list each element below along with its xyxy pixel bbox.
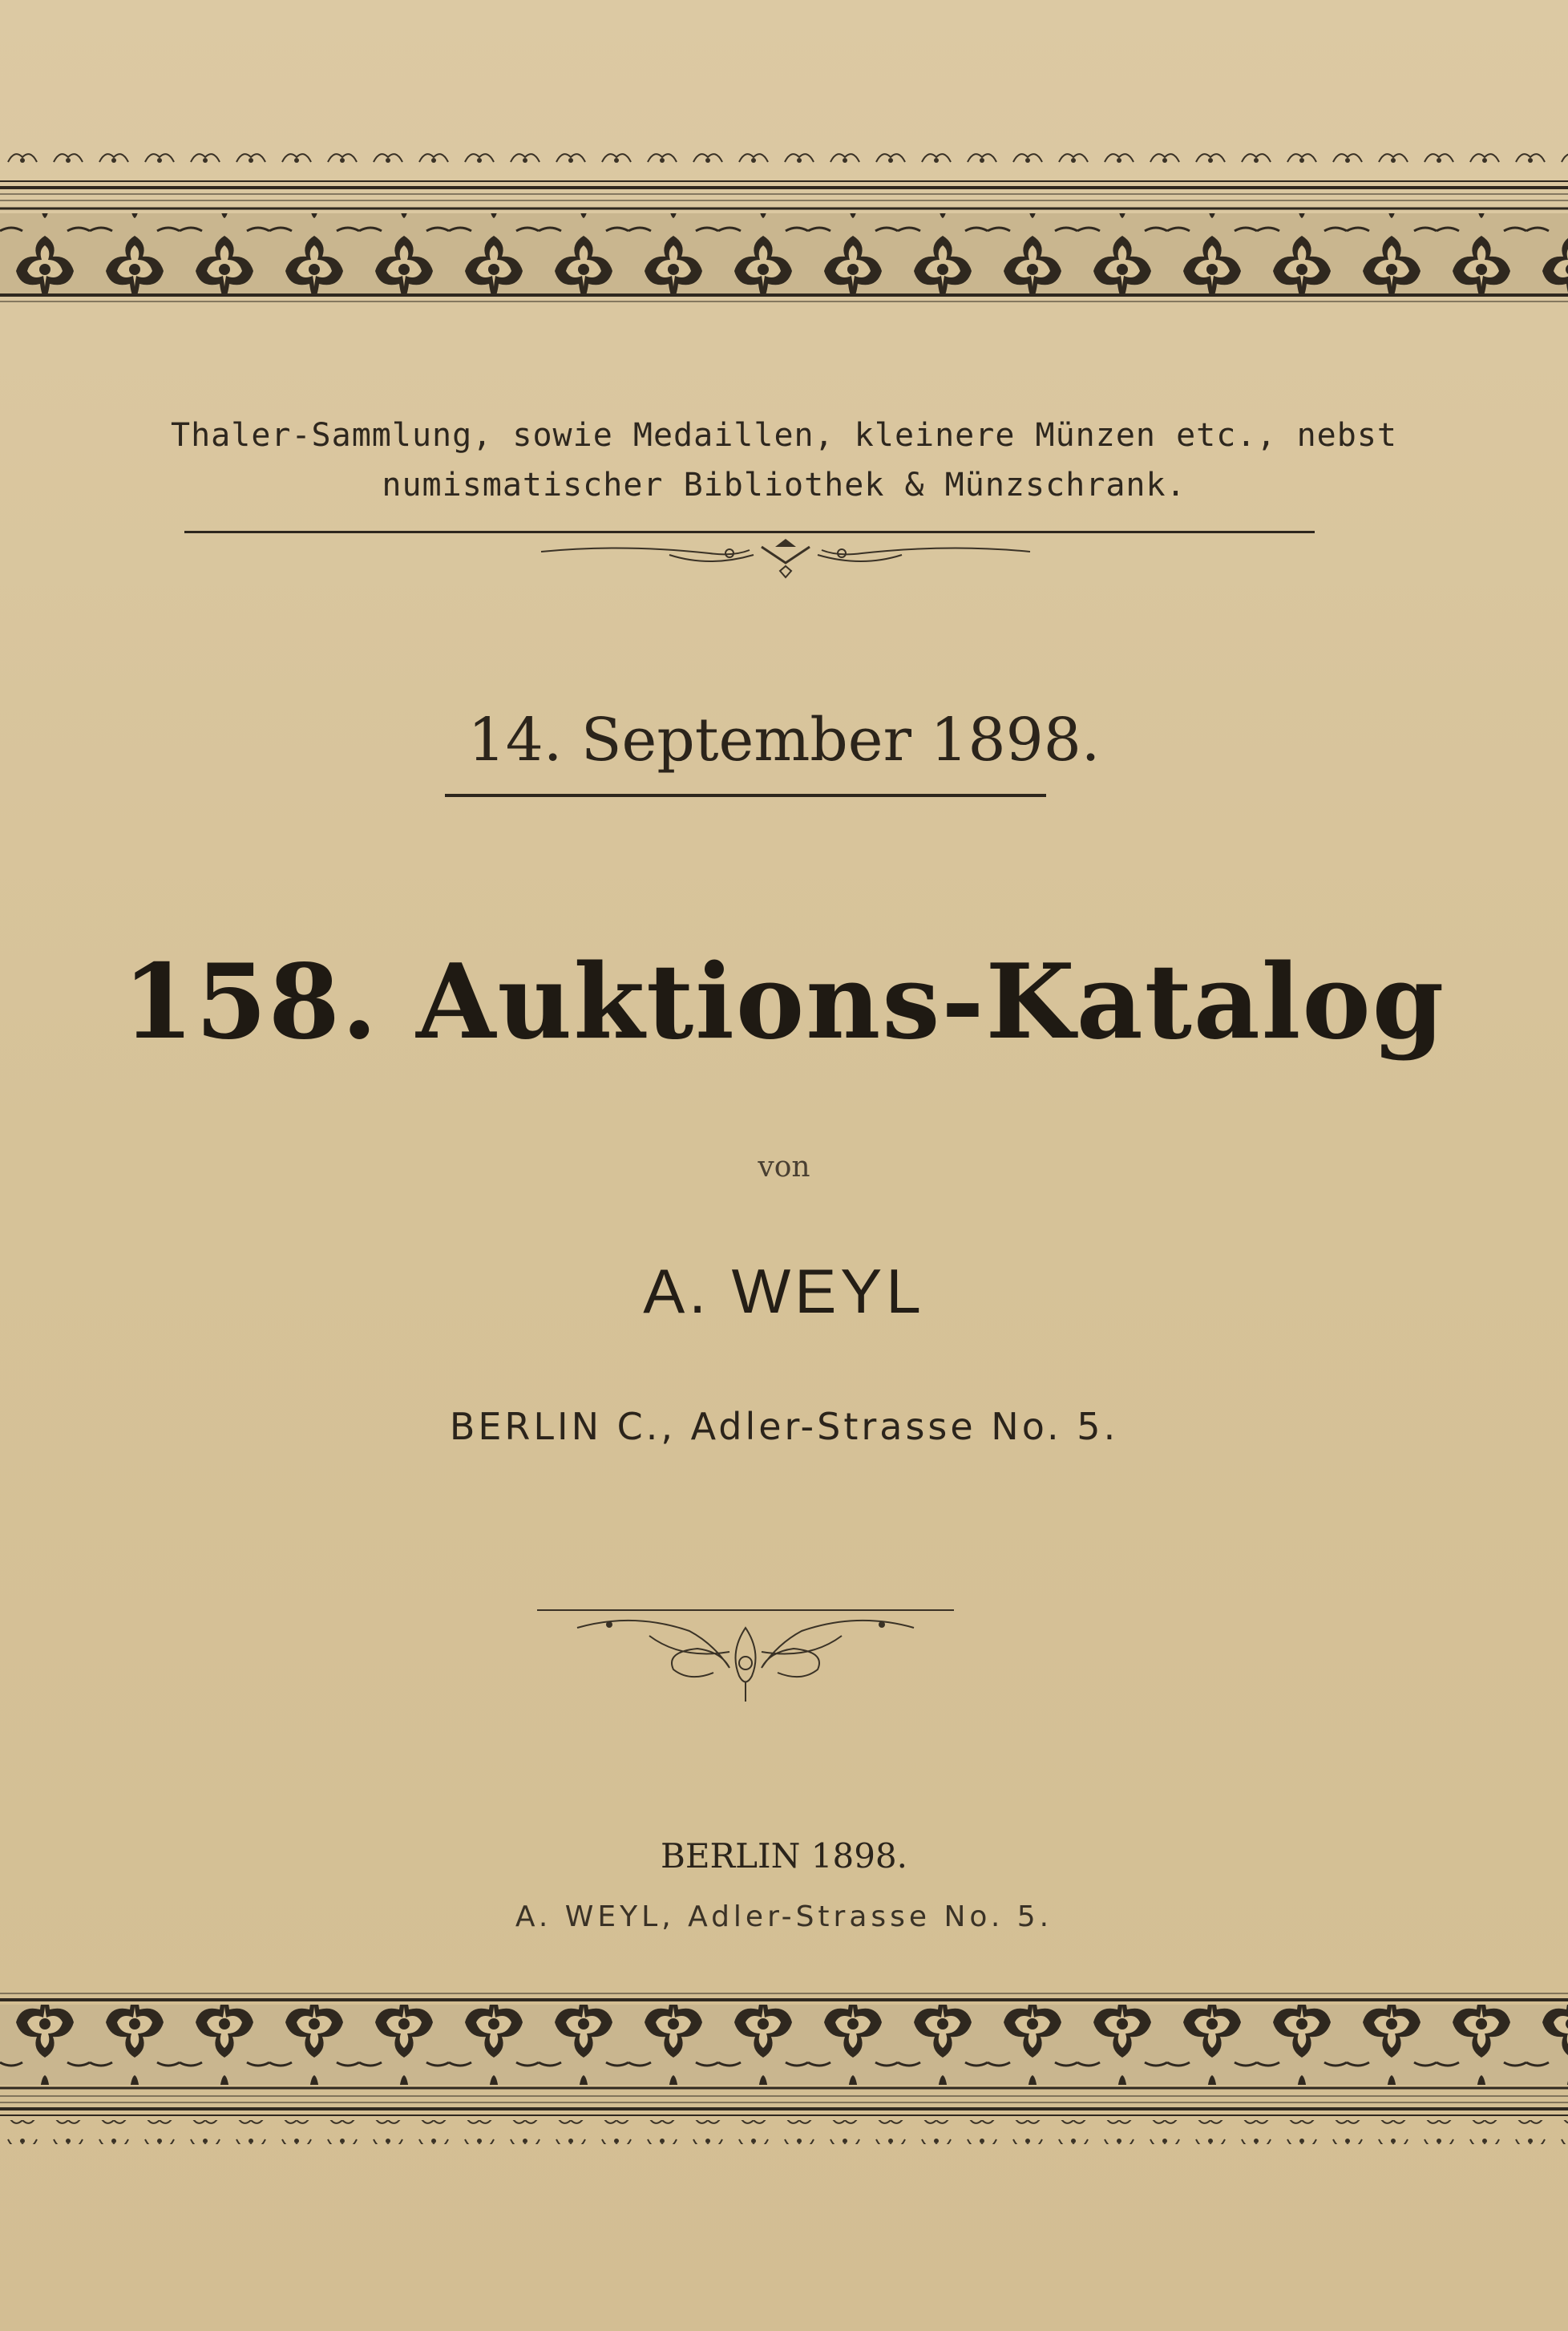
flourish-ornament-icon bbox=[529, 1596, 962, 1708]
publisher-name: A. WEYL bbox=[643, 1256, 925, 1326]
subtitle-rule bbox=[184, 531, 1315, 533]
catalog-title: 158. Auktions-Katalog bbox=[122, 942, 1446, 1062]
bottom-ornamental-border-icon bbox=[0, 1989, 1568, 2189]
date-underline bbox=[445, 794, 1046, 797]
subtitle-line-2: numismatischer Bibliothek & Münzschrank. bbox=[382, 467, 1186, 504]
scroll-divider-icon bbox=[525, 536, 1046, 592]
imprint-city-year: BERLIN 1898. bbox=[661, 1836, 907, 1876]
publisher-address: BERLIN C., Adler-Strasse No. 5. bbox=[449, 1405, 1119, 1448]
von-text: von bbox=[758, 1151, 810, 1184]
auction-date: 14. September 1898. bbox=[467, 706, 1101, 775]
top-ornamental-border-icon bbox=[0, 144, 1568, 329]
imprint-address: A. WEYL, Adler-Strasse No. 5. bbox=[515, 1900, 1053, 1933]
subtitle-line-1: Thaler-Sammlung, sowie Medaillen, kleinere Münzen etc., nebst bbox=[170, 417, 1397, 454]
